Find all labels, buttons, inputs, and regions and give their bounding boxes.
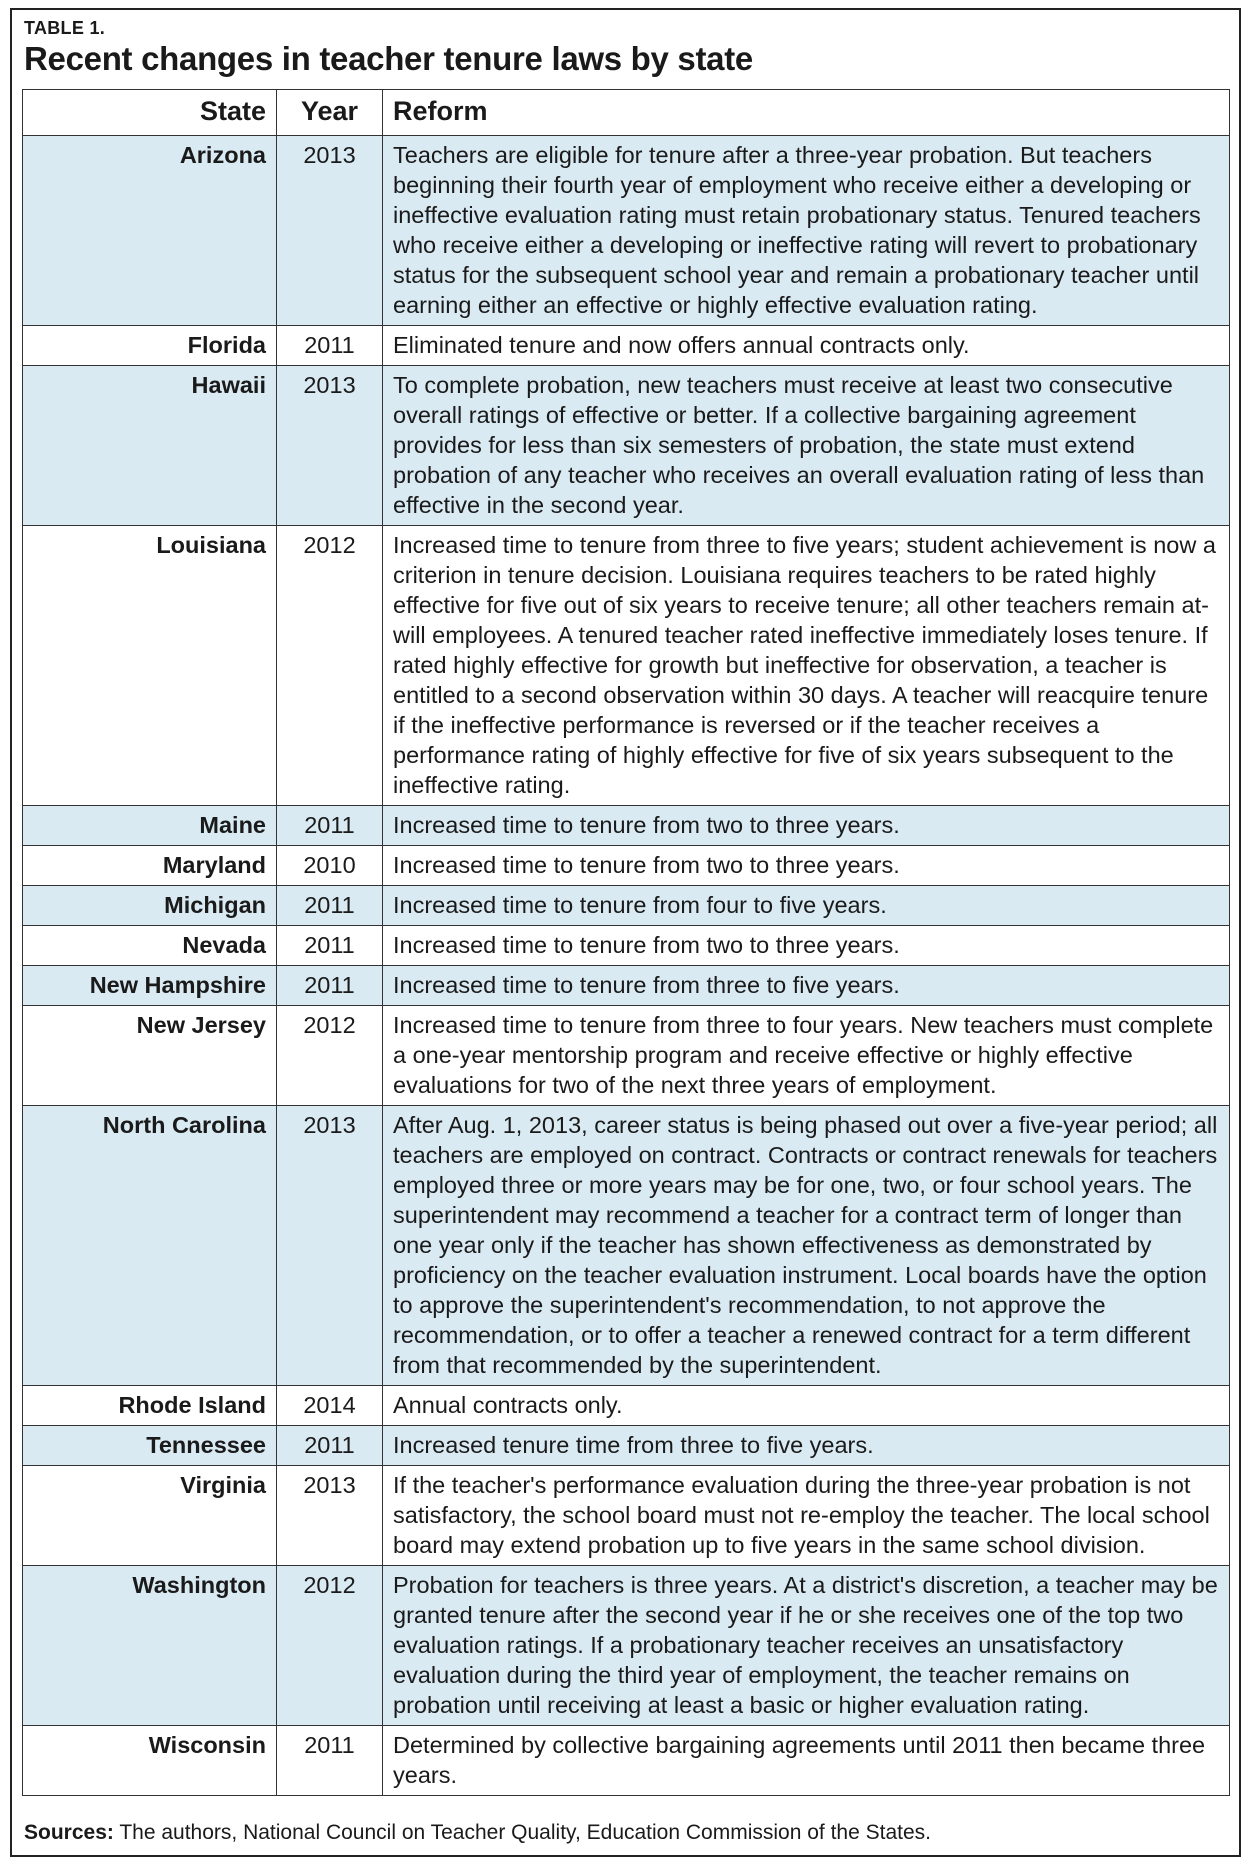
reform-cell: After Aug. 1, 2013, career status is being phased out over a five-year period; all teachers are employed on contract. Contracts or contract renewals for teachers employed three or more years may be for one, two, or four school years. The superintendent may recommend a teacher for a contract term of longer than one year only if the teacher has shown effectiveness as demonstrated by proficiency on the teacher evaluation instrument. Local boards have the option to approve the superintendent's recommendation, to not approve the recommendation, or to offer a teacher a renewed contract for a term different from that recommended by the superintendent.: [383, 1106, 1230, 1386]
state-cell: North Carolina: [23, 1106, 277, 1386]
year-cell: 2011: [277, 326, 383, 366]
sources-label: Sources:: [24, 1821, 114, 1844]
table-row: [23, 886, 1230, 926]
reform-cell: Eliminated tenure and now offers annual contracts only.: [383, 326, 1230, 366]
table-figure: [10, 8, 1241, 1857]
table-row: [23, 1726, 1230, 1796]
year-cell: 2014: [277, 1386, 383, 1426]
reform-cell: Increased time to tenure from three to four years. New teachers must complete a one-year mentorship program and receive effective or highly effective evaluations for two of the next three years of employment.: [383, 1006, 1230, 1106]
reform-cell: Increased time to tenure from two to three years.: [383, 846, 1230, 886]
table-row: [23, 846, 1230, 886]
year-cell: 2011: [277, 1726, 383, 1796]
table-row: [23, 966, 1230, 1006]
reform-cell: Increased time to tenure from two to three years.: [383, 806, 1230, 846]
state-cell: New Jersey: [23, 1006, 277, 1106]
table-row: [23, 1006, 1230, 1106]
sources-text: The authors, National Council on Teacher Quality, Education Commission of the States.: [113, 1821, 931, 1844]
state-cell: Maine: [23, 806, 277, 846]
year-cell: 2012: [277, 1566, 383, 1726]
year-cell: 2011: [277, 806, 383, 846]
reform-cell: If the teacher's performance evaluation during the three-year probation is not satisfactory, the school board must not re-employ the teacher. The local school board may extend probation up to five years in the same school division.: [383, 1466, 1230, 1566]
reform-cell: Increased time to tenure from two to three years.: [383, 926, 1230, 966]
column-header-reform: Reform: [383, 90, 1230, 136]
year-cell: 2011: [277, 926, 383, 966]
table-row: [23, 806, 1230, 846]
tenure-table: [22, 89, 1230, 1796]
state-cell: Washington: [23, 1566, 277, 1726]
year-cell: 2011: [277, 886, 383, 926]
state-cell: Michigan: [23, 886, 277, 926]
state-cell: Maryland: [23, 846, 277, 886]
year-cell: 2013: [277, 1106, 383, 1386]
state-cell: Florida: [23, 326, 277, 366]
table-row: [23, 1426, 1230, 1466]
year-cell: 2010: [277, 846, 383, 886]
table-row: [23, 1386, 1230, 1426]
reform-cell: To complete probation, new teachers must receive at least two consecutive overall ratings of effective or better. If a collective bargaining agreement provides for less than six semesters of probation, the state must extend probation of any teacher who receives an overall evaluation rating of less than effective in the second year.: [383, 366, 1230, 526]
year-cell: 2011: [277, 966, 383, 1006]
state-cell: Hawaii: [23, 366, 277, 526]
state-cell: Nevada: [23, 926, 277, 966]
reform-cell: Teachers are eligible for tenure after a three-year probation. But teachers beginning their fourth year of employment who receive either a developing or ineffective evaluation rating must retain probationary status. Tenured teachers who receive either a developing or ineffective rating will revert to probationary status for the subsequent school year and remain a probationary teacher until earning either an effective or highly effective evaluation rating.: [383, 136, 1230, 326]
state-cell: Arizona: [23, 136, 277, 326]
table-row: [23, 926, 1230, 966]
sources-note: [24, 1821, 931, 1845]
state-cell: Virginia: [23, 1466, 277, 1566]
reform-cell: Increased tenure time from three to five years.: [383, 1426, 1230, 1466]
year-cell: 2011: [277, 1426, 383, 1466]
table-label: TABLE 1.: [24, 18, 106, 38]
state-cell: New Hampshire: [23, 966, 277, 1006]
column-header-year: Year: [277, 90, 383, 136]
state-cell: Rhode Island: [23, 1386, 277, 1426]
year-cell: 2013: [277, 1466, 383, 1566]
year-cell: 2012: [277, 526, 383, 806]
year-cell: 2012: [277, 1006, 383, 1106]
header-row: [23, 90, 1230, 136]
table-row: [23, 1566, 1230, 1726]
table-row: [23, 326, 1230, 366]
reform-cell: Increased time to tenure from three to five years.: [383, 966, 1230, 1006]
table-row: [23, 136, 1230, 326]
reform-cell: Determined by collective bargaining agreements until 2011 then became three years.: [383, 1726, 1230, 1796]
table-row: [23, 366, 1230, 526]
table-row: [23, 1466, 1230, 1566]
reform-cell: Annual contracts only.: [383, 1386, 1230, 1426]
reform-cell: Increased time to tenure from four to five years.: [383, 886, 1230, 926]
table-title: Recent changes in teacher tenure laws by state: [24, 40, 753, 77]
year-cell: 2013: [277, 136, 383, 326]
table-body: [23, 136, 1230, 1796]
table-row: [23, 1106, 1230, 1386]
reform-cell: Probation for teachers is three years. At a district's discretion, a teacher may be granted tenure after the second year if he or she receives one of the top two evaluation ratings. If a probationary teacher receives an unsatisfactory evaluation during the third year of employment, the teacher remains on probation until receiving at least a basic or higher evaluation rating.: [383, 1566, 1230, 1726]
reform-cell: Increased time to tenure from three to five years; student achievement is now a criterion in tenure decision. Louisiana requires teachers to be rated highly effective for five out of six years to receive tenure; all other teachers remain at-will employees. A tenured teacher rated ineffective immediately loses tenure. If rated highly effective for growth but ineffective for observation, a teacher is entitled to a second observation within 30 days. A teacher will reacquire tenure if the ineffective performance is reversed or if the teacher receives a performance rating of highly effective for five of six years subsequent to the ineffective rating.: [383, 526, 1230, 806]
state-cell: Tennessee: [23, 1426, 277, 1466]
state-cell: Louisiana: [23, 526, 277, 806]
year-cell: 2013: [277, 366, 383, 526]
state-cell: Wisconsin: [23, 1726, 277, 1796]
column-header-state: State: [23, 90, 277, 136]
table-row: [23, 526, 1230, 806]
